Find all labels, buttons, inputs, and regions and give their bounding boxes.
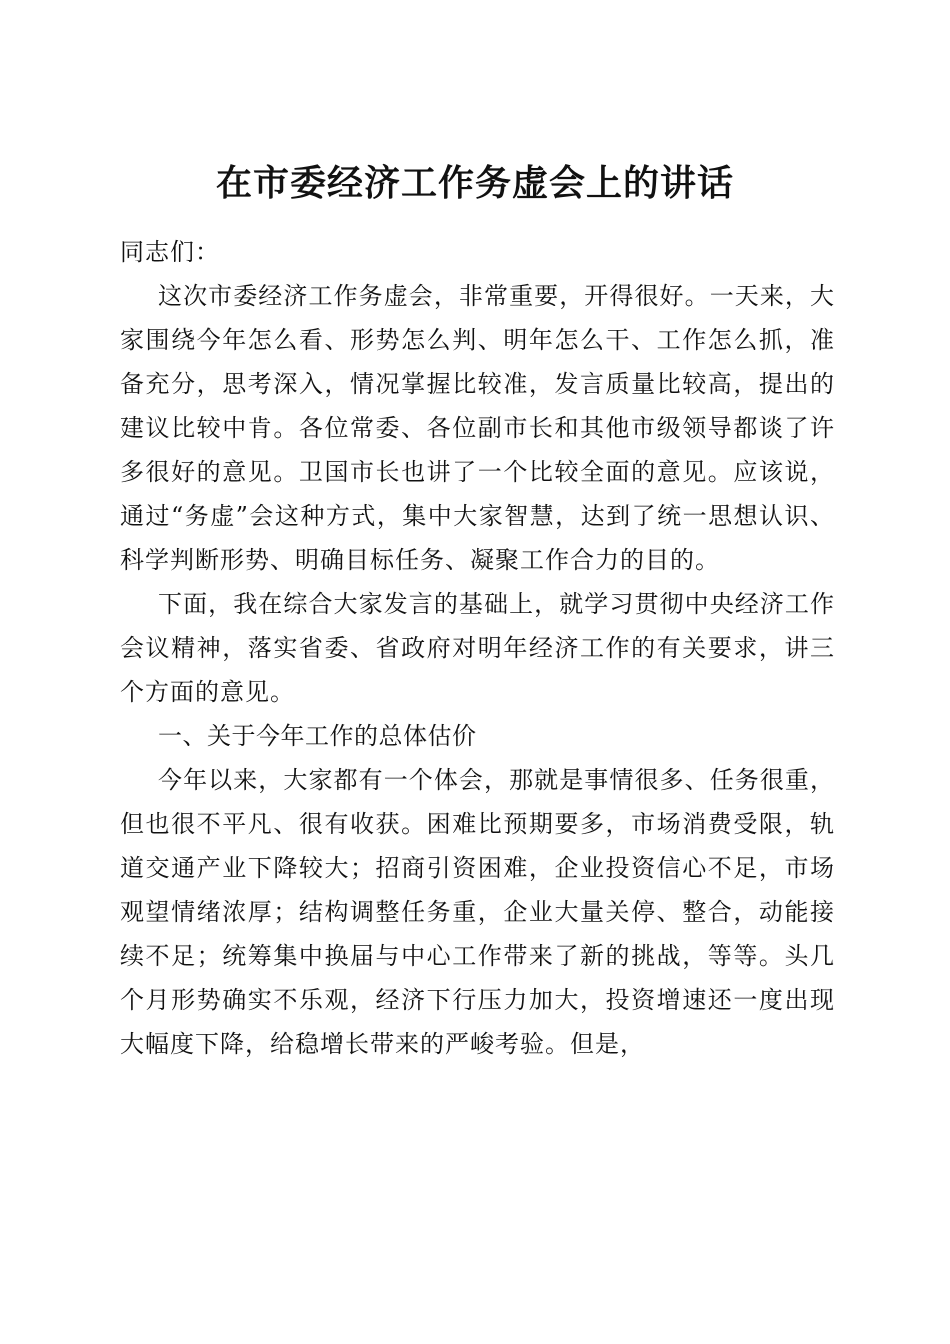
paragraph-assessment: 今年以来，大家都有一个体会，那就是事情很多、任务很重，但也很不平凡、很有收获。困难比预期要多，市场消费受限，轨道交通产业下降较大；招商引资困难，企业投资信心不足，市场观望情绪浓厚；结构调整任务重，企业大量关停、整合，动能接续不足；统筹集中换届与中心工作带来了新的挑战，等等。头几个月形势确实不乐观，经济下行压力加大，投资增速还一度出现大幅度下降，给稳增长带来的严峻考验。但是， xyxy=(120,766,835,1058)
document-body xyxy=(120,230,835,1066)
section-heading-1: 一、关于今年工作的总体估价 xyxy=(158,722,477,750)
paragraph-opening: 这次市委经济工作务虚会，非常重要，开得很好。一天来，大家围绕今年怎么看、形势怎么判、明年怎么干、工作怎么抓，准备充分，思考深入，情况掌握比较准，发言质量比较高，提出的建议比较中肯。各位常委、各位副市长和其他市级领导都谈了许多很好的意见。卫国市长也讲了一个比较全面的意见。应该说，通过“务虚”会这种方式，集中大家智慧，达到了统一思想认识、科学判断形势、明确目标任务、凝聚工作合力的目的。 xyxy=(120,282,835,574)
salutation: 同志们： xyxy=(120,238,220,266)
document-title: 在市委经济工作务虚会上的讲话 xyxy=(215,162,734,205)
paragraph-outline: 下面，我在综合大家发言的基础上，就学习贯彻中央经济工作会议精神，落实省委、省政府对明年经济工作的有关要求，讲三个方面的意见。 xyxy=(120,590,835,706)
